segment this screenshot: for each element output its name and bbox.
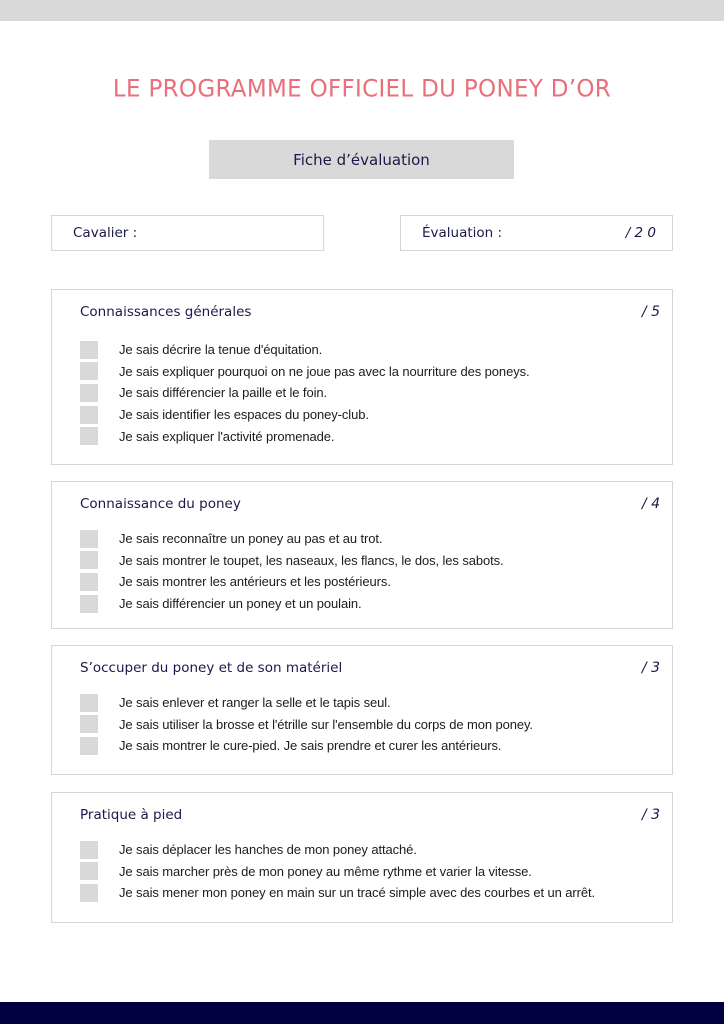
item-label: Je sais mener mon poney en main sur un tracé simple avec des courbes et un arrêt. bbox=[119, 885, 596, 901]
item-label: Je sais marcher près de mon poney au même rythme et varier la vitesse. bbox=[119, 863, 532, 879]
section-score: / 3 bbox=[641, 807, 660, 823]
subtitle-text: Fiche d’évaluation bbox=[293, 150, 430, 169]
section-title: Connaissance du poney bbox=[80, 496, 241, 512]
list-item bbox=[80, 839, 662, 861]
list-item bbox=[80, 550, 662, 572]
section-connaissance-du-poney bbox=[51, 481, 673, 629]
list-item bbox=[80, 735, 662, 757]
footer-band bbox=[0, 1002, 724, 1024]
section-connaissances-generales bbox=[51, 289, 673, 465]
checkbox[interactable] bbox=[80, 737, 98, 755]
item-label: Je sais différencier la paille et le foin. bbox=[119, 385, 328, 401]
item-label: Je sais montrer les antérieurs et les postérieurs. bbox=[119, 574, 391, 590]
checkbox[interactable] bbox=[80, 694, 98, 712]
item-label: Je sais utiliser la brosse et l'étrille sur l'ensemble du corps de mon poney. bbox=[119, 716, 533, 732]
item-label: Je sais expliquer pourquoi on ne joue pas avec la nourriture des poneys. bbox=[119, 363, 530, 379]
checkbox[interactable] bbox=[80, 862, 98, 880]
checkbox[interactable] bbox=[80, 595, 98, 613]
checklist bbox=[80, 692, 662, 757]
checkbox[interactable] bbox=[80, 715, 98, 733]
list-item bbox=[80, 339, 662, 361]
section-pratique-a-pied bbox=[51, 792, 673, 923]
checkbox[interactable] bbox=[80, 841, 98, 859]
item-label: Je sais différencier un poney et un poulain. bbox=[119, 596, 362, 612]
item-label: Je sais enlever et ranger la selle et le tapis seul. bbox=[119, 695, 391, 711]
checkbox[interactable] bbox=[80, 573, 98, 591]
top-band bbox=[0, 0, 724, 21]
evaluation-label: Évaluation : bbox=[422, 225, 503, 241]
list-item bbox=[80, 361, 662, 383]
item-label: Je sais reconnaître un poney au pas et au trot. bbox=[119, 531, 383, 547]
section-soccuper-du-poney bbox=[51, 645, 673, 775]
section-score: / 4 bbox=[641, 496, 660, 512]
checkbox[interactable] bbox=[80, 884, 98, 902]
cavalier-label: Cavalier : bbox=[73, 225, 138, 241]
checkbox[interactable] bbox=[80, 427, 98, 445]
item-label: Je sais décrire la tenue d'équitation. bbox=[119, 342, 323, 358]
checkbox[interactable] bbox=[80, 384, 98, 402]
section-score: / 3 bbox=[641, 660, 660, 676]
item-label: Je sais expliquer l'activité promenade. bbox=[119, 428, 335, 444]
list-item bbox=[80, 714, 662, 736]
list-item bbox=[80, 861, 662, 883]
list-item bbox=[80, 882, 662, 904]
item-label: Je sais montrer le toupet, les naseaux, les flancs, le dos, les sabots. bbox=[119, 552, 504, 568]
checkbox[interactable] bbox=[80, 406, 98, 424]
item-label: Je sais déplacer les hanches de mon poney attaché. bbox=[119, 842, 417, 858]
evaluation-field[interactable] bbox=[400, 215, 673, 251]
checkbox[interactable] bbox=[80, 551, 98, 569]
checklist bbox=[80, 528, 662, 614]
list-item bbox=[80, 528, 662, 550]
item-label: Je sais montrer le cure-pied. Je sais prendre et curer les antérieurs. bbox=[119, 738, 502, 754]
evaluation-total: / 2 0 bbox=[625, 225, 656, 241]
checkbox[interactable] bbox=[80, 341, 98, 359]
section-title: Pratique à pied bbox=[80, 807, 183, 823]
checklist bbox=[80, 339, 662, 447]
list-item bbox=[80, 571, 662, 593]
list-item bbox=[80, 382, 662, 404]
list-item bbox=[80, 593, 662, 615]
list-item bbox=[80, 692, 662, 714]
section-score: / 5 bbox=[641, 304, 660, 320]
section-title: Connaissances générales bbox=[80, 304, 252, 320]
item-label: Je sais identifier les espaces du poney-club. bbox=[119, 407, 369, 423]
checkbox[interactable] bbox=[80, 530, 98, 548]
section-title: S’occuper du poney et de son matériel bbox=[80, 660, 343, 676]
subtitle-banner bbox=[209, 140, 514, 179]
cavalier-field[interactable] bbox=[51, 215, 324, 251]
page-title: LE PROGRAMME OFFICIEL DU PONEY D’OR bbox=[112, 75, 612, 103]
checklist bbox=[80, 839, 662, 904]
list-item bbox=[80, 425, 662, 447]
checkbox[interactable] bbox=[80, 362, 98, 380]
list-item bbox=[80, 404, 662, 426]
